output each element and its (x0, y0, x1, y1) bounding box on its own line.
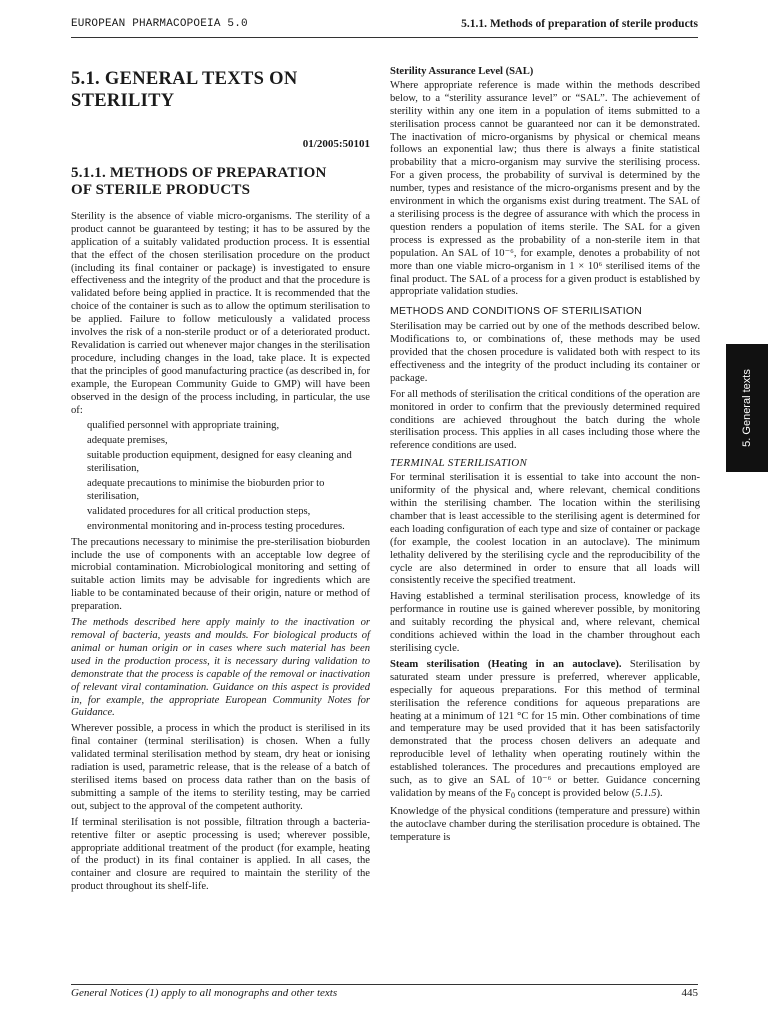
left-column (71, 66, 370, 897)
list-item: validated procedures for all critical production steps, (87, 505, 311, 517)
list-item: environmental monitoring and in-process testing procedures. (87, 520, 345, 532)
steam-text-c: concept is provided below ( (514, 787, 636, 799)
paragraph-methods-italic: The methods described here apply mainly to the inactivation or removal of bacteria, yeasts and moulds. For biological products of animal or human origin or in cases where such material has been used in the production process, it is necessary during validation to demonstrate that the process is capable of the removal or inactivation of relevant viral contamination. Guidance on this aspect is provided in, for example, the appropriate European Community Notes for Guidance. (71, 617, 370, 719)
sal-exponent-b: 1 × 10⁶ (569, 260, 603, 272)
subsection-heading-line2: OF STERILE PRODUCTS (71, 181, 251, 198)
list-item: adequate premises, (87, 435, 168, 447)
paragraph-steam (390, 659, 700, 803)
gmp-list (71, 420, 370, 533)
steam-subscript: 0 (510, 790, 515, 800)
page-footer (71, 984, 698, 999)
section-title-line2: STERILITY (71, 91, 175, 111)
steam-heading: Steam sterilisation (Heating in an autoclave). (390, 658, 622, 670)
side-tab-label: 5. General texts (741, 369, 753, 447)
section-title (71, 68, 370, 112)
subsection-heading-line1: 5.1.1. METHODS OF PREPARATION (71, 164, 327, 181)
paragraph-sal (390, 80, 700, 299)
paragraph-filtration: If terminal sterilisation is not possible, filtration through a bacteria-retentive filter or aseptic processing is used; wherever possible, appropriate additional treatment of the product (for example, heating of the product) in its final container is applied. In all cases, the container and closure are required to maintain the sterility of the product throughout its shelf-life. (71, 816, 370, 893)
steam-ref-link[interactable]: 5.1.5 (635, 787, 657, 799)
footer-rule (71, 984, 698, 985)
steam-exponent: 10⁻⁶ (531, 775, 552, 787)
section-title-line1: 5.1. GENERAL TEXTS ON (71, 69, 298, 89)
side-tab[interactable] (726, 344, 768, 472)
paragraph-precautions: The precautions necessary to minimise the pre-sterilisation bioburden include the use of components with an acceptable low degree of microbial contamination. Microbiological monitoring and setting of suitable action limits may be advisable for ingredients which are liable to be contaminated because of their origin, nature or method of preparation. (71, 536, 370, 613)
header-right: 5.1.1. Methods of preparation of sterile products (461, 18, 698, 30)
sal-exponent-a: 10⁻⁶ (494, 247, 514, 259)
page-header (71, 18, 698, 40)
reference-code: 01/2005:50101 (302, 138, 370, 150)
list-item: adequate precautions to minimise the bioburden prior to sterilisation, (87, 478, 325, 502)
header-left: EUROPEAN PHARMACOPOEIA 5.0 (71, 18, 248, 30)
sal-text-a: Where appropriate reference is made within the methods described below, to a “sterility assurance level” or “SAL”. The achievement of sterility within any one item in a population of items submitted to a sterilisation process cannot be guaranteed nor can it be demonstrated. The inactivation of micro-organisms by physical or chemical means follows an exponential law; thus there is always a finite statistical probability that a micro-organism may survive the sterilising process. For a given process, the probability of survival is determined by the number, types and resistance of the micro-organisms present and by the environment in which the organisms exist during treatment. The SAL of a sterilising process is the degree of assurance with which the process in question renders a population of items sterile. The SAL for a given process is expressed as the probability of a non-sterile item in that population. An SAL of (390, 79, 700, 259)
subsection-heading (71, 165, 370, 199)
steam-text-a: Sterilisation by saturated steam under pressure is preferred, wherever applicable, especially for aqueous preparations. For this method of terminal sterilisation the reference conditions for aqueous preparations are heating at a minimum of 121 °C for 15 min. Other combinations of time and temperature may be used provided that it has been satisfactorily demonstrated that the process chosen delivers an adequate and reproducible level of lethality when operating routinely within the established tolerances. The procedures and precautions employed are such, as to give an SAL of (390, 658, 700, 787)
steam-text-d: ). (656, 787, 663, 799)
sal-text-b: , for example, denotes a probability of not more than one viable micro-organism in (390, 247, 700, 272)
paragraph-terminal-1: For terminal sterilisation it is essential to take into account the non-uniformity of the physical and, where relevant, chemical conditions within the sterilising chamber. The location within the sterilising chamber that is least accessible to the sterilising agent is determined for each loading configuration of each type and size of container or package (for example, the coolest location in an autoclave). The minimum lethality delivered by the sterilising cycle and the reproducibility of the cycle are also determined in order to ensure that all loads will consistently receive the specified treatment. (390, 472, 700, 587)
right-column (390, 66, 700, 848)
list-item: qualified personnel with appropriate training, (87, 420, 280, 432)
paragraph-terminal: Wherever possible, a process in which the product is sterilised in its final container (terminal sterilisation) is chosen. When a fully validated terminal sterilisation method by steam, dry heat or ionising radiation is used, parametric release, that is the release of a batch of sterilised items based on process data rather than on the basis of submitting a sample of the items to sterility testing, may be carried out, subject to the approval of the competent authority. (71, 723, 370, 812)
paragraph-sterility: Sterility is the absence of viable micro-organisms. The sterility of a product cannot be guaranteed by testing; it has to be assured by the application of a suitably validated production process. It is essential that the effect of the chosen sterilisation procedure on the product (including its final container or package) is investigated to ensure effectiveness and the integrity of the product and that the procedure is validated before being applied in practice. It is recommended that the choice of the container is such as to allow the optimum sterilisation to be applied. Failure to follow meticulously a validated process involves the risk of a non-sterile product or of a deteriorated product. Revalidation is carried out whenever major changes in the sterilisation procedure, including changes in the load, take place. It is expected that the principles of good manufacturing practice (as described in, for example, the European Community Guide to GMP) will have been observed in the design of the process including, in particular, the use of: (71, 210, 370, 416)
sal-text-c: sterilised items of the final product. The SAL of a process for a given product is established by appropriate validation studies. (390, 260, 701, 298)
paragraph-knowledge: Knowledge of the physical conditions (temperature and pressure) within the autoclave chamber during the sterilisation procedure is obtained. The temperature is (390, 805, 700, 843)
paragraph-methods-2: For all methods of sterilisation the critical conditions of the operation are monitored in order to confirm that the previously determined required conditions are achieved throughout the batch during the whole sterilisation process. This applies in all cases including those where the reference conditions are used. (390, 388, 700, 452)
methods-heading: METHODS AND CONDITIONS OF STERILISATION (390, 305, 643, 318)
header-rule (71, 37, 698, 38)
terminal-heading: TERMINAL STERILISATION (390, 457, 528, 470)
paragraph-terminal-2: Having established a terminal sterilisation process, knowledge of its performance in routine use is gained wherever possible, by monitoring and suitably recording the physical and, where relevant, chemical conditions achieved within the load in the chamber throughout each sterilising cycle. (390, 591, 700, 654)
footer-note: General Notices (1) apply to all monographs and other texts (71, 987, 338, 999)
page-number: 445 (681, 987, 698, 999)
list-item: suitable production equipment, designed for easy cleaning and sterilisation, (87, 450, 352, 475)
steam-text-b: or better. Guidance concerning validation by means of the F (390, 775, 701, 799)
paragraph-methods-1: Sterilisation may be carried out by one of the methods described below. Modifications to, or combinations of, these methods may be used provided that the chosen procedure is validated both with respect to its effectiveness and the integrity of the product including its container or package. (390, 321, 700, 384)
sal-heading: Sterility Assurance Level (SAL) (390, 66, 534, 77)
